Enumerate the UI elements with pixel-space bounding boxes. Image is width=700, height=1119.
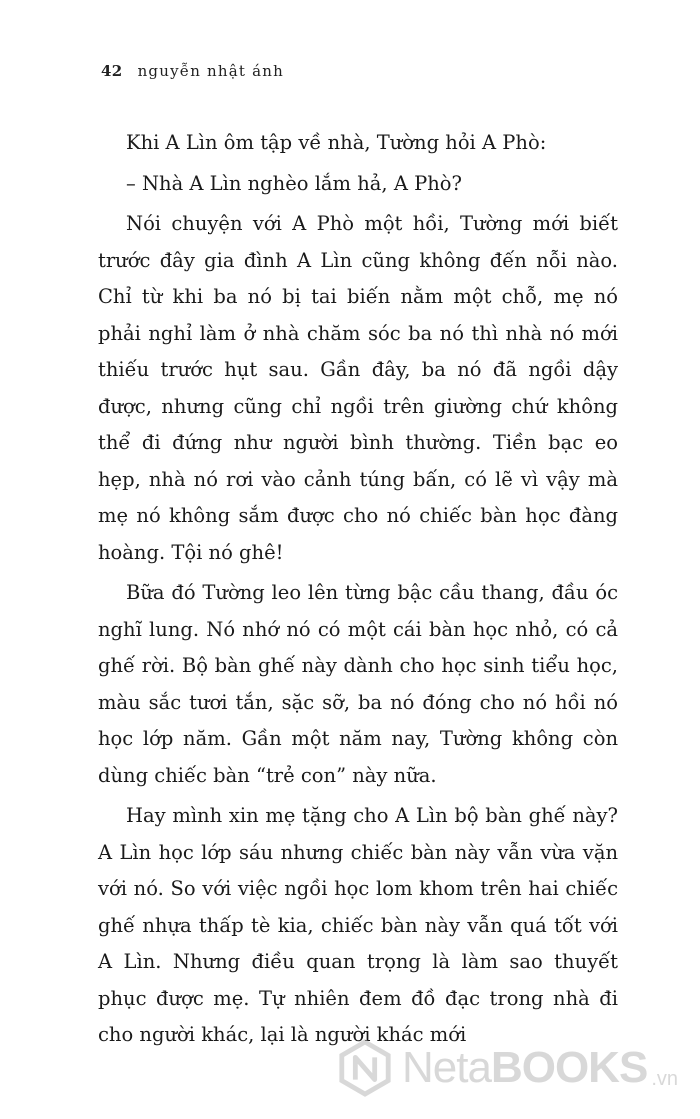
paragraph: Nói chuyện với A Phò một hồi, Tường mới biết trước đây gia đình A Lìn cũng không đến nỗi nào. Chỉ từ khi ba nó bị tai biến nằm một chỗ, mẹ nó phải nghỉ làm ở nhà chăm sóc ba nó thì nhà nó mới thiếu trước hụt sau. Gần đây, ba nó đã ngồi dậy được, nhưng cũng chỉ ngồi trên giường chứ không thể đi đứng như người bình thường. Tiền bạc eo hẹp, nhà nó rơi vào cảnh túng bấn, có lẽ vì vậy mà mẹ nó không sắm được cho nó chiếc bàn học đàng hoàng. Tội nó ghê! [98,212,618,564]
watermark [336,1039,678,1097]
paragraph: Bữa đó Tường leo lên từng bậc cầu thang, đầu óc nghĩ lung. Nó nhớ nó có một cái bàn học nhỏ, có cả ghế rời. Bộ bàn ghế này dành cho học sinh tiểu học, màu sắc tươi tắn, sặc sỡ, ba nó đóng cho nó hồi nó học lớp năm. Gần một năm nay, Tường không còn dùng chiếc bàn “trẻ con” này nữa. [98,581,618,787]
running-header [101,62,284,80]
paragraph: Khi A Lìn ôm tập về nhà, Tường hỏi A Phò: [126,131,547,154]
neta-logo-icon [336,1039,394,1097]
watermark-name-light: Neta [402,1043,491,1092]
watermark-text [402,1043,647,1093]
watermark-name-bold: BOOKS [490,1043,648,1092]
paragraph: – Nhà A Lìn nghèo lắm hả, A Phò? [126,171,462,195]
body-text [98,125,618,1058]
paragraph: Hay mình xin mẹ tặng cho A Lìn bộ bàn ghế này? A Lìn học lớp sáu nhưng chiếc bàn này vẫn vừa vặn với nó. So với việc ngồi học lom khom trên hai chiếc ghế nhựa thấp tè kia, chiếc bàn này vẫn quá tốt với A Lìn. Nhưng điều quan trọng là làm sao thuyết phục được mẹ. Tự nhiên đem đồ đạc trong nhà đi cho người khác, lại là người khác mới [98,804,618,1046]
watermark-suffix: .vn [651,1068,678,1090]
page-number: 42 [101,62,123,80]
author-name: nguyễn nhật ánh [137,62,284,80]
